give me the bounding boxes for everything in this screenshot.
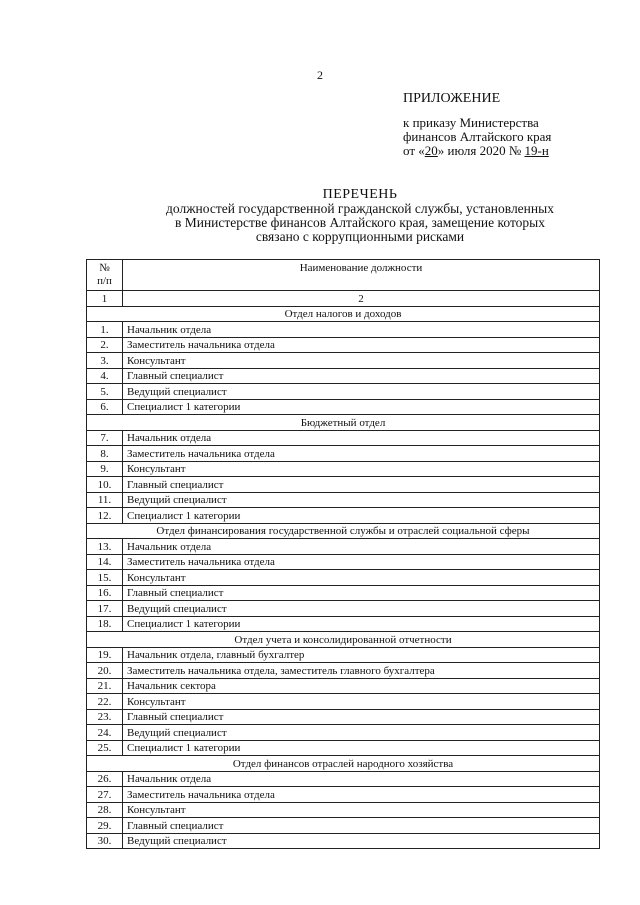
row-number: 10. <box>87 477 123 493</box>
row-number: 15. <box>87 570 123 586</box>
row-number: 17. <box>87 601 123 617</box>
position-name: Специалист 1 категории <box>123 740 600 756</box>
position-name: Главный специалист <box>123 709 600 725</box>
table-row <box>87 430 600 446</box>
table-row <box>87 337 600 353</box>
table-index-row <box>87 291 600 307</box>
row-number: 14. <box>87 554 123 570</box>
table-row <box>87 709 600 725</box>
position-name: Начальник отдела <box>123 322 600 338</box>
position-name: Главный специалист <box>123 818 600 834</box>
position-name: Начальник отдела <box>123 430 600 446</box>
row-number: 9. <box>87 461 123 477</box>
order-date-prefix: от « <box>403 143 425 158</box>
positions-table <box>86 259 600 849</box>
order-line-2: финансов Алтайского края <box>403 129 552 144</box>
section-row <box>87 523 600 539</box>
table-row <box>87 802 600 818</box>
position-name: Ведущий специалист <box>123 384 600 400</box>
position-name: Начальник отдела <box>123 771 600 787</box>
position-name: Заместитель начальника отдела <box>123 554 600 570</box>
section-title: Отдел учета и консолидированной отчетности <box>87 632 600 648</box>
order-date-line <box>403 144 551 158</box>
table-row <box>87 771 600 787</box>
page-number: 2 <box>317 68 323 82</box>
section-row <box>87 306 600 322</box>
table-row <box>87 725 600 741</box>
index-col-2: 2 <box>123 291 600 307</box>
table-row <box>87 818 600 834</box>
position-name: Ведущий специалист <box>123 492 600 508</box>
header-number: № п/п <box>87 260 123 291</box>
list-title-block <box>138 187 582 244</box>
position-name: Ведущий специалист <box>123 833 600 849</box>
table-row <box>87 601 600 617</box>
row-number: 28. <box>87 802 123 818</box>
order-number: 19-н <box>524 143 549 158</box>
row-number: 5. <box>87 384 123 400</box>
position-name: Главный специалист <box>123 368 600 384</box>
row-number: 18. <box>87 616 123 632</box>
list-subtitle-line-3: связано с коррупционными рисками <box>255 229 465 244</box>
row-number: 23. <box>87 709 123 725</box>
row-number: 20. <box>87 663 123 679</box>
position-name: Начальник сектора <box>123 678 600 694</box>
position-name: Ведущий специалист <box>123 601 600 617</box>
row-number: 19. <box>87 647 123 663</box>
position-name: Консультант <box>123 461 600 477</box>
table-row <box>87 663 600 679</box>
row-number: 8. <box>87 446 123 462</box>
table-row <box>87 322 600 338</box>
table-row <box>87 368 600 384</box>
position-name: Заместитель начальника отдела <box>123 337 600 353</box>
order-date-mid: » июля 2020 № <box>437 143 525 158</box>
position-name: Консультант <box>123 694 600 710</box>
section-title: Отдел налогов и доходов <box>87 306 600 322</box>
section-row <box>87 756 600 772</box>
row-number: 25. <box>87 740 123 756</box>
position-name: Консультант <box>123 570 600 586</box>
table-row <box>87 585 600 601</box>
order-reference <box>403 116 551 158</box>
section-row <box>87 632 600 648</box>
row-number: 4. <box>87 368 123 384</box>
row-number: 1. <box>87 322 123 338</box>
table-header-row <box>87 260 600 291</box>
order-date-day: 20 <box>424 143 438 158</box>
table-row <box>87 399 600 415</box>
table-row <box>87 446 600 462</box>
table-row <box>87 787 600 803</box>
section-title: Отдел финансов отраслей народного хозяйства <box>87 756 600 772</box>
section-row <box>87 415 600 431</box>
row-number: 16. <box>87 585 123 601</box>
position-name: Специалист 1 категории <box>123 399 600 415</box>
list-subtitle-line-1: должностей государственной гражданской службы, установленных <box>166 201 554 216</box>
row-number: 24. <box>87 725 123 741</box>
row-number: 12. <box>87 508 123 524</box>
position-name: Специалист 1 категории <box>123 616 600 632</box>
row-number: 26. <box>87 771 123 787</box>
index-col-1: 1 <box>87 291 123 307</box>
table-row <box>87 492 600 508</box>
position-name: Главный специалист <box>123 477 600 493</box>
table-row <box>87 477 600 493</box>
row-number: 3. <box>87 353 123 369</box>
list-heading: ПЕРЕЧЕНЬ <box>322 187 398 202</box>
section-title: Бюджетный отдел <box>87 415 600 431</box>
row-number: 11. <box>87 492 123 508</box>
row-number: 2. <box>87 337 123 353</box>
table-row <box>87 384 600 400</box>
row-number: 21. <box>87 678 123 694</box>
table-row <box>87 461 600 477</box>
table-row <box>87 740 600 756</box>
position-name: Заместитель начальника отдела <box>123 446 600 462</box>
row-number: 30. <box>87 833 123 849</box>
position-name: Начальник отдела, главный бухгалтер <box>123 647 600 663</box>
position-name: Консультант <box>123 353 600 369</box>
row-number: 7. <box>87 430 123 446</box>
table-row <box>87 570 600 586</box>
table-row <box>87 508 600 524</box>
table-row <box>87 616 600 632</box>
list-subtitle-line-2: в Министерстве финансов Алтайского края, замещение которых <box>174 215 546 230</box>
table-row <box>87 694 600 710</box>
row-number: 29. <box>87 818 123 834</box>
section-title: Отдел финансирования государственной службы и отраслей социальной сферы <box>87 523 600 539</box>
appendix-title: ПРИЛОЖЕНИЕ <box>403 91 501 106</box>
table-row <box>87 833 600 849</box>
table-row <box>87 353 600 369</box>
header-position-name: Наименование должности <box>123 260 600 291</box>
row-number: 13. <box>87 539 123 555</box>
position-name: Начальник отдела <box>123 539 600 555</box>
row-number: 27. <box>87 787 123 803</box>
position-name: Ведущий специалист <box>123 725 600 741</box>
row-number: 22. <box>87 694 123 710</box>
position-name: Консультант <box>123 802 600 818</box>
position-name: Заместитель начальника отдела, заместитель главного бухгалтера <box>123 663 600 679</box>
position-name: Главный специалист <box>123 585 600 601</box>
row-number: 6. <box>87 399 123 415</box>
order-line-1: к приказу Министерства <box>403 115 539 130</box>
position-name: Специалист 1 категории <box>123 508 600 524</box>
position-name: Заместитель начальника отдела <box>123 787 600 803</box>
table-row <box>87 539 600 555</box>
table-row <box>87 678 600 694</box>
table-row <box>87 647 600 663</box>
table-row <box>87 554 600 570</box>
